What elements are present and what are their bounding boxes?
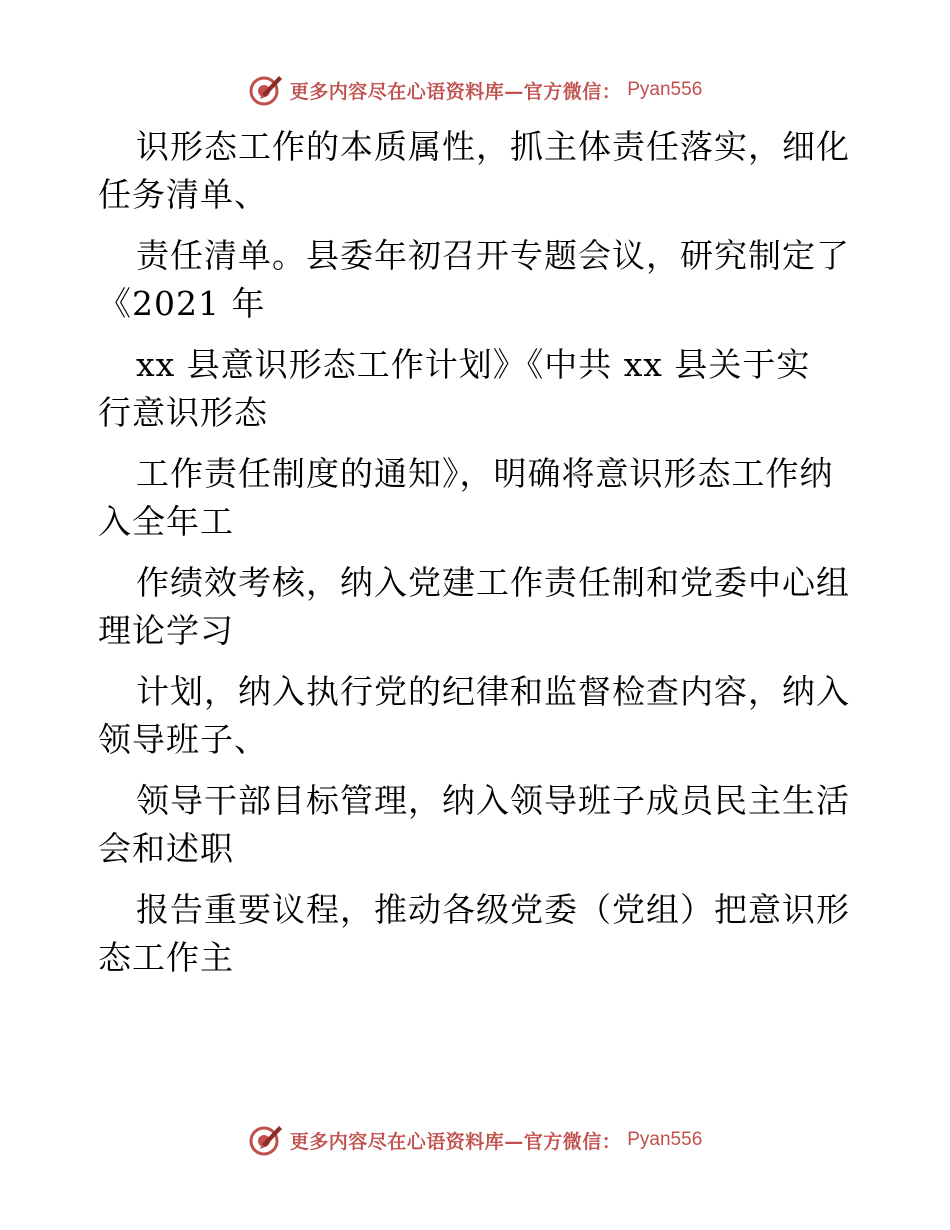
text-line: 识形态工作的本质属性，抓主体责任落实，细化 [136, 127, 850, 166]
text-line: 计划，纳入执行党的纪律和监督检查内容，纳入 [136, 672, 850, 711]
watermark-wechat-id: Pyan556 [627, 1129, 703, 1150]
watermark-wechat-id: Pyan556 [627, 79, 703, 100]
text-line: 责任清单。县委年初召开专题会议，研究制定了 [136, 236, 850, 275]
pen-logo-icon [248, 72, 284, 108]
text-line: 作绩效考核，纳入党建工作责任制和党委中心组 [136, 563, 850, 602]
text-line: xx 县意识形态工作计划》《中共 xx 县关于实 [136, 345, 811, 384]
watermark-text: 更多内容尽在心语资料库—官方微信： [289, 80, 622, 103]
document-body [98, 122, 858, 982]
header-watermark [0, 70, 950, 110]
text-line: 工作责任制度的通知》，明确将意识形态工作纳 [136, 454, 834, 493]
text-line: 领导班子、 [98, 720, 268, 759]
text-line: 领导干部目标管理，纳入领导班子成员民主生活 [136, 781, 850, 820]
text-line: 报告重要议程，推动各级党委（党组）把意识形 [136, 890, 850, 929]
text-line: 会和述职 [98, 829, 234, 868]
text-line: 《2021 年 [98, 284, 266, 323]
watermark-text: 更多内容尽在心语资料库—官方微信： [289, 1130, 622, 1153]
text-line: 入全年工 [98, 502, 234, 541]
text-line: 任务清单、 [98, 175, 268, 214]
text-line: 理论学习 [98, 611, 234, 650]
footer-watermark [0, 1120, 950, 1160]
text-line: 态工作主 [98, 938, 234, 977]
pen-logo-icon [248, 1122, 284, 1158]
text-line: 行意识形态 [98, 393, 268, 432]
